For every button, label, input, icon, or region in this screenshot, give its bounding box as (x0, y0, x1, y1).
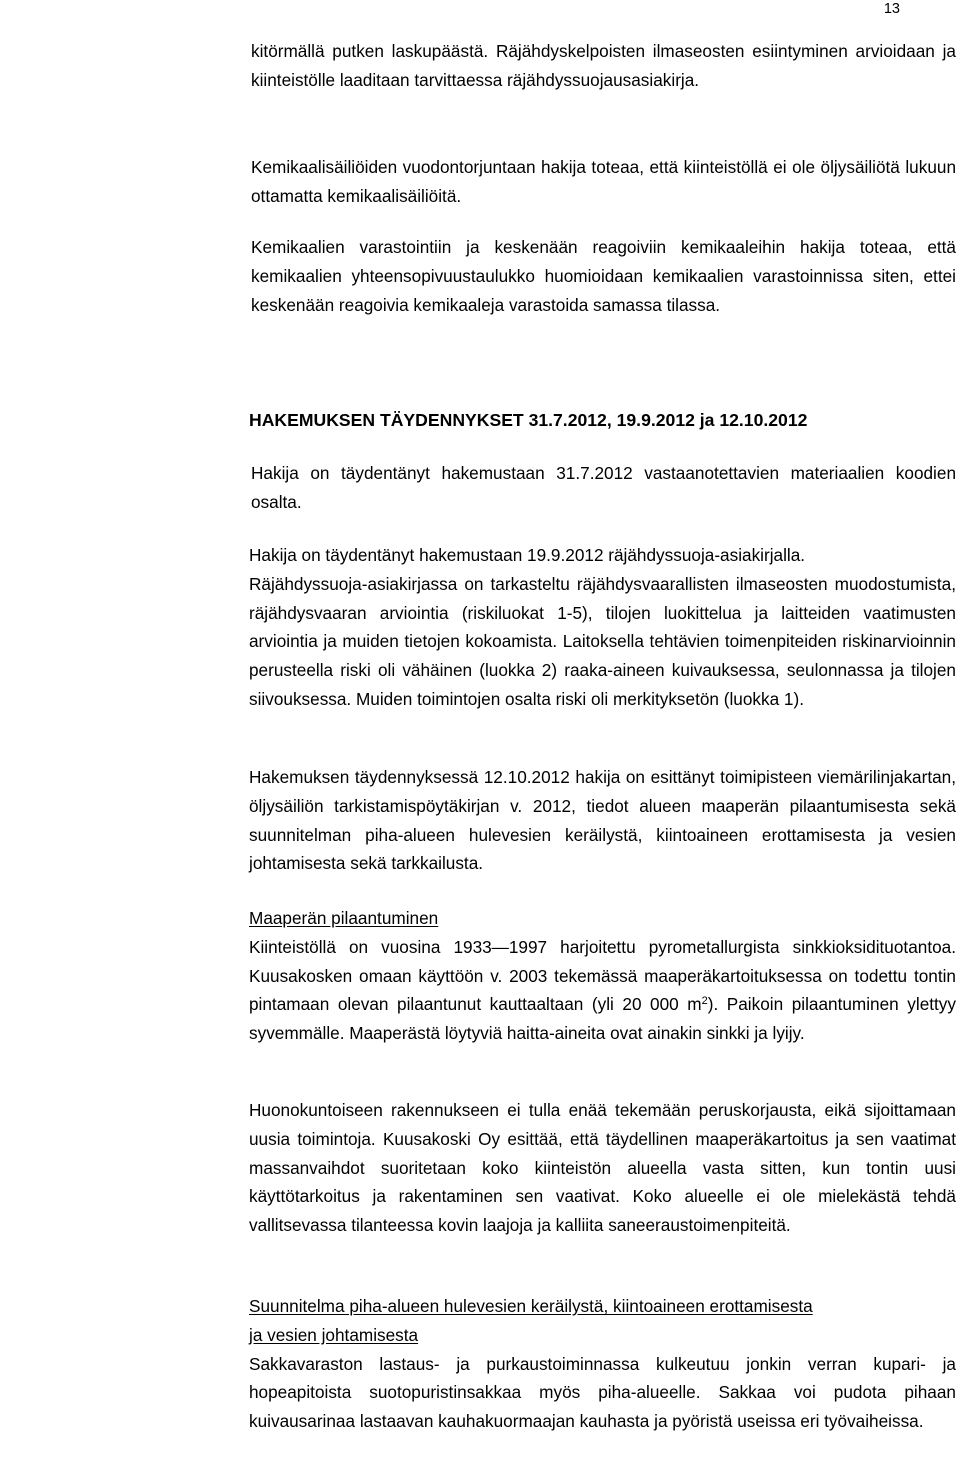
supplement-document-details: Räjähdyssuoja-asiakirjassa on tarkasteltu räjähdysvaarallisten ilmaseosten muodostumista, räjähdysvaaran arviointia (riskiluokat 1-5), tilojen luokittelua ja laitteiden vaatimusten arviointia ja muiden tietojen kokoamista. Laitoksella tehtävien toimenpiteiden riskinarvioinnin perusteella riski oli vähäinen (luokka 2) raaka-aineen kuivauksessa, seulonnassa ja tilojen siivouksessa. Muiden toimintojen osalta riski oli merkityksetön (luokka 1). (249, 573, 956, 709)
paragraph-chemical-storage: Kemikaalien varastointiin ja keskenään reagoiviin kemikaaleihin hakija toteaa, että kemikaalien yhteensopivuustaulukko huomioidaan kemikaalien varastoinnissa siten, ettei keskenään reagoivia kemikaaleja varastoida samassa tilassa. (251, 237, 956, 315)
page-number: 13 (883, 1, 900, 17)
paragraph-stormwater-plan (249, 1292, 956, 1436)
paragraph-supplement-sewer-map: Hakemuksen täydennyksessä 12.10.2012 hakija on esittänyt toimipisteen viemärilinjakartan, öljysäiliön tarkistamispöytäkirjan v. 2012, tiedot alueen maaperän pilaantumisesta sekä suunnitelman piha-alueen hulevesien keräilystä, kiintoaineen erottamisesta ja vesien johtamisesta sekä tarkkailusta. (249, 767, 956, 874)
paragraph-soil-contamination (249, 904, 956, 1048)
supplement-document-intro: Hakija on täydentänyt hakemustaan 19.9.2012 räjähdyssuoja-asiakirjalla. (249, 545, 806, 565)
paragraph-explosion-risk: kitörmällä putken laskupäästä. Räjähdyskelpoisten ilmaseosten esiintyminen arvioidaan ja kiinteistölle laaditaan tarvittaessa räjähdyssuojausasiakirja. (251, 41, 956, 90)
superscript-squared: 2 (701, 995, 708, 1008)
section-heading-supplements: HAKEMUKSEN TÄYDENNYKSET 31.7.2012, 19.9.2012 ja 12.10.2012 (249, 410, 808, 430)
stormwater-text: Sakkavaraston lastaus- ja purkaustoiminnassa kulkeutuu jonkin verran kupari- ja hopeapitoista suotopuristinsakkaa myös piha-alueelle. Sakkaa voi pudota pihaan kuivausarinaa lastaavan kauhakuormaajan kauhasta ja pyöristä useissa eri työvaiheissa. (249, 1353, 956, 1432)
paragraph-building-condition: Huonokuntoiseen rakennukseen ei tulla enää tekemään peruskorjausta, eikä sijoittamaan uusia toimintoja. Kuusakoski Oy esittää, että täydellinen maaperäkartoitus ja sen vaatimat massanvaihdot suoritetaan koko kiinteistön alueella vasta sitten, kun tontin uusi käyttötarkoitus ja rakentaminen sen vaativat. Koko alueelle ei ole mielekästä tehdä vallitsevassa tilanteessa kovin laajoja ja kalliita saneeraustoimenpiteitä. (249, 1100, 956, 1236)
paragraph-supplement-materials: Hakija on täydentänyt hakemustaan 31.7.2012 vastaanotettavien materiaalien koodien osalta. (251, 463, 956, 512)
soil-text-part1: Kiinteistöllä on vuosina 1933—1997 harjoitettu pyrometallurgista sinkkioksidituotantoa. Kuusakosken omaan käyttöön v. 2003 tekemässä maaperäkartoituksessa on todettu tontin pintamaan olevan pilaantunut kauttaaltaan (yli 20 000 m (249, 936, 956, 1015)
subheading-soil-contamination: Maaperän pilaantuminen (249, 908, 439, 928)
subheading-stormwater-line1: Suunnitelma piha-alueen hulevesien keräilystä, kiintoaineen erottamisesta (249, 1296, 813, 1316)
soil-text-part2: ). Paikoin pilaantuminen ylettyy syvemmälle. Maaperästä löytyviä haitta-aineita ovat ainakin sinkki ja lyijy. (249, 994, 956, 1044)
paragraph-supplement-explosion-document (249, 541, 956, 714)
paragraph-chemical-tanks: Kemikaalisäiliöiden vuodontorjuntaan hakija toteaa, että kiinteistöllä ei ole öljysäiliötä lukuun ottamatta kemikaalisäiliöitä. (251, 157, 956, 206)
subheading-stormwater-line2: ja vesien johtamisesta (249, 1324, 419, 1345)
